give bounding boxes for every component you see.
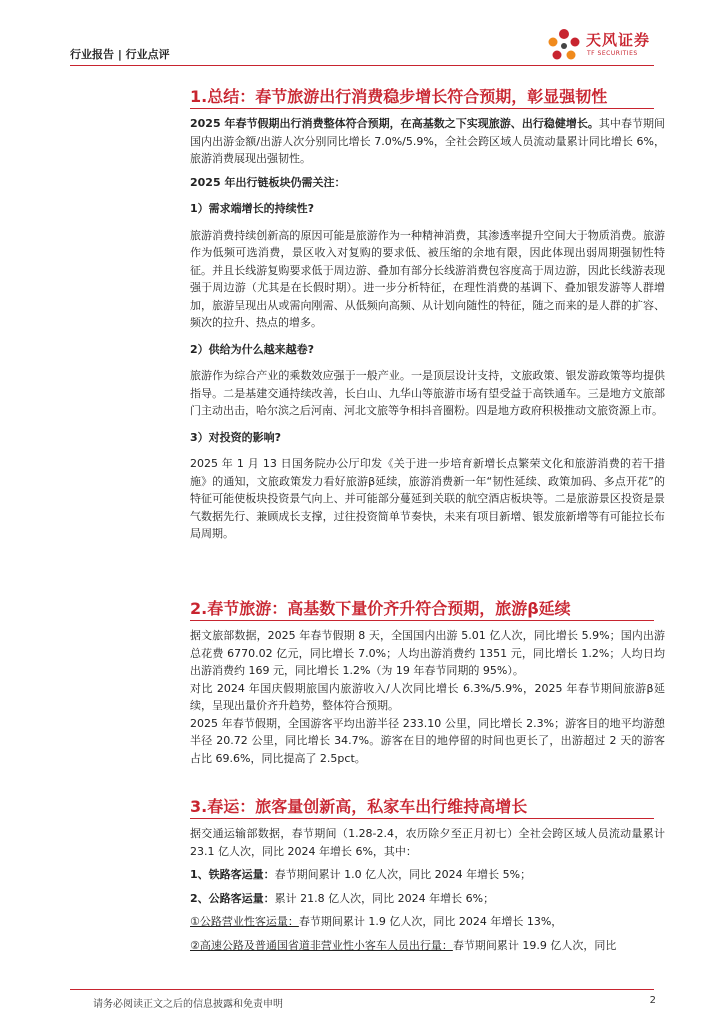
transport-intro-paragraph: 据交通运输部数据，春节期间（1.28-2.4，农历除夕至正月初七）全社会跨区域人员流动量累计 23.1 亿人次，同比 2024 年增长 6%，其中： bbox=[190, 827, 665, 858]
question-2-heading: 2）供给为什么越来越卷? bbox=[190, 342, 315, 356]
header-divider bbox=[70, 65, 654, 66]
highway-value: 累计 21.8 亿人次，同比 2024 年增长 6%； bbox=[274, 891, 495, 905]
commercial-road-item bbox=[190, 913, 665, 931]
national-day-comparison-paragraph: 对比 2024 年国庆假期旅国内旅游收入/人次同比增长 6.3%/5.9%，2025 年春节期间旅游β延续，呈现出量价齐升趋势，整体符合预期。 bbox=[190, 681, 665, 712]
section-2-rule bbox=[190, 620, 654, 621]
section-2-body bbox=[190, 627, 665, 767]
disclaimer-note: 请务必阅读正文之后的信息披露和免责申明 bbox=[93, 999, 283, 1010]
section-3-rule bbox=[190, 818, 654, 819]
summary-lead: 2025 年春节假期出行消费整体符合预期，在高基数之下实现旅游、出行稳健增长。 bbox=[190, 117, 599, 130]
focus-intro: 2025 年出行链板块仍需关注： bbox=[190, 175, 346, 189]
logo-subtitle: TF SECURITIES bbox=[587, 50, 638, 57]
commercial-road-value: 春节期间累计 1.9 亿人次，同比 2024 年增长 13%， bbox=[298, 915, 563, 928]
section-3-title: 3.春运：旅客量创新高，私家车出行维持高增长 bbox=[190, 797, 528, 816]
logo-mark-icon bbox=[544, 26, 584, 66]
question-2-body: 旅游作为综合产业的乘数效应强于一般产业。一是顶层设计支持，文旅政策、银发游政策等均提供指导。二是基建交通持续改善，长白山、九华山等旅游市场有望受益于高铁通车。三是地方文旅部门主动出击，哈尔滨之后河南、河北文旅等争相抖音圈粉。四是地方政府积极推动文旅资源上市。 bbox=[190, 369, 665, 417]
question-1-heading: 1）需求端增长的持续性? bbox=[190, 202, 315, 215]
page-number: 2 bbox=[649, 995, 656, 1006]
summary-paragraph bbox=[190, 115, 665, 168]
highway-label: 2、公路客运量： bbox=[190, 891, 275, 905]
summary-detail: 其中春节期间国内出游金额/出游人次分别同比增长 7.0%/5.9%，全社会跨区域人员流动量累计同比增长 6%，旅游消费展现出强韧性。 bbox=[190, 117, 665, 165]
footer-divider bbox=[70, 989, 654, 990]
highway-item bbox=[190, 890, 665, 908]
section-1-rule bbox=[190, 108, 654, 109]
spring-festival-data-paragraph: 据文旅部数据，2025 年春节假期 8 天，全国国内出游 5.01 亿人次，同比增长 5.9%；国内出游总花费 6770.02 亿元，同比增长 7.0%；人均出游消费约 1351 元，同比增长 1.2%；人均日均出游消费约 169 元，同比增长 1.2%（为 19 年春节同期的 95%）。 bbox=[190, 629, 665, 677]
railway-item bbox=[190, 866, 665, 884]
section-3-body bbox=[190, 825, 665, 959]
section-2-title: 2.春节旅游：高基数下量价齐升符合预期，旅游β延续 bbox=[190, 599, 571, 618]
question-3-body: 2025 年 1 月 13 日国务院办公厅印发《关于进一步培育新增长点繁荣文化和旅游消费的若干措施》的通知，文旅政策发力看好旅游β延续，旅游消费新一年“韧性延续、政策加码、多点开花”的特征可能使板块投资景气向上、并可能部分蔓延到关联的航空酒店板块等。二是旅游景区投资是景气数据先行、兼顾成长支撑，过往投资简单节奏快，未来有项目新增、银发旅新增等有可能拉长布局周期。 bbox=[190, 457, 665, 540]
report-category: 行业报告 | 行业点评 bbox=[70, 48, 170, 61]
question-1-body: 旅游消费持续创新高的原因可能是旅游作为一种精神消费，其渗透率提升空间大于物质消费。旅游作为低频可选消费，景区收入对复购的要求低、被压缩的余地有限，因此体现出弱周期强韧性特征。并且长线游复购要求低于周边游、叠加有部分长线游消费包容度高于周边游，因此长线游表现强于周边游（尤其是在长假时期）。进一步分析特征，在理性消费的基调下、叠加银发游等人群增加，旅游呈现出从或需向刚需、从低频向高频、从计划向随性的特征，随之而来的是人群的扩容、频次的拉升、热点的增多。 bbox=[190, 228, 665, 329]
private-car-value: 春节期间累计 19.9 亿人次，同比 bbox=[452, 938, 617, 952]
logo-name: 天风证券 bbox=[586, 31, 651, 49]
travel-radius-paragraph: 2025 年春节假期，全国游客平均出游半径 233.10 公里，同比增长 2.3%；游客目的地平均游憩半径 20.72 公里，同比增长 34.7%。游客在目的地停留的时间也更长了，出游超过 2 天的游客占比 69.6%，同比提高了 2.5pct。 bbox=[190, 716, 665, 765]
page-header bbox=[70, 31, 654, 64]
private-car-item bbox=[190, 937, 665, 955]
section-1-body bbox=[190, 115, 665, 548]
private-car-label: ②高速公路及普通国省道非营业性小客车人员出行量： bbox=[190, 938, 453, 952]
railway-value: 春节期间累计 1.0 亿人次，同比 2024 年增长 5%； bbox=[274, 868, 532, 881]
section-1-title: 1.总结：春节旅游出行消费稳步增长符合预期，彰显强韧性 bbox=[190, 87, 608, 106]
company-logo bbox=[544, 26, 654, 70]
question-3-heading: 3）对投资的影响? bbox=[190, 430, 282, 444]
commercial-road-label: ①公路营业性客运量： bbox=[190, 915, 299, 928]
railway-label: 1、铁路客运量： bbox=[190, 868, 275, 881]
